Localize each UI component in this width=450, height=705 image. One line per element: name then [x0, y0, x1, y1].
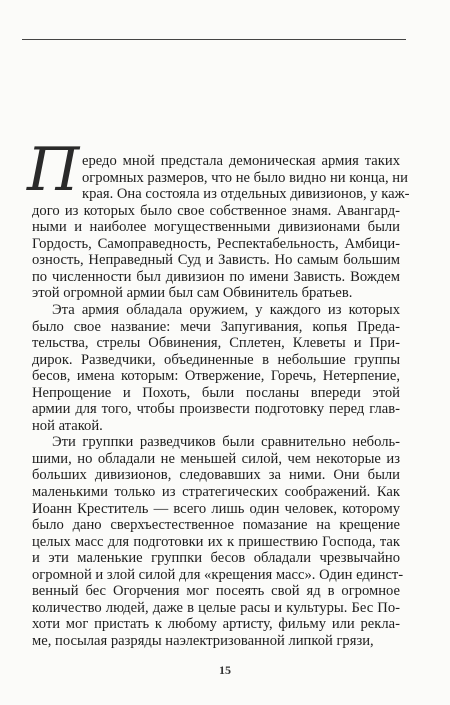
text-line: армии для того, чтобы произвести подготовку перед глав- — [32, 401, 400, 418]
text-line: этой огромной армии был сам Обвинитель братьев. — [32, 285, 353, 302]
text-line: шими, но обладали не меньшей силой, чем некоторые из — [32, 450, 400, 467]
text-line: ной атакой. — [32, 417, 103, 434]
text-line: Иоанн Креститель — всего лишь один человек, которому — [32, 500, 400, 517]
text-line: маленькими только из стратегических соображений. Как — [32, 484, 400, 500]
top-rule — [22, 39, 406, 40]
text-line: Гордость, Самоправедность, Респектабельность, Амбици- — [32, 235, 400, 252]
page-number: 15 — [219, 662, 231, 677]
text-line: ме, посылая разряды наэлектризованной липкой грязи, — [32, 633, 374, 649]
drop-cap: П — [27, 135, 80, 205]
text-line: по численности был дивизион по имени Зависть. Вождем — [32, 268, 400, 285]
text-line: огромной и злой силой для «крещения масс». Один единст- — [32, 566, 404, 583]
text-line: было дано сверхъестественное помазание на крещение — [32, 517, 400, 534]
text-line: дого из которых было свое собственное знамя. Авангард- — [32, 202, 400, 219]
text-line: края. Она состояла из отдельных дивизионов, у каж- — [82, 186, 410, 203]
text-line: Непрощение и Похоть, были посланы впереди этой — [32, 384, 400, 401]
text-line: тельства, стрелы Обвинения, Сплетен, Клеветы и При- — [32, 335, 400, 352]
text-line: дирок. Разведчики, объединенные в небольшие группы — [32, 351, 400, 368]
text-line: Эти группки разведчиков были сравнительно неболь- — [52, 434, 400, 451]
text-line: бесов, имена которым: Отвержение, Горечь, Нетерпение, — [32, 368, 400, 385]
text-line: целых масс для подготовки их к пришествию Господа, так — [32, 533, 400, 550]
text-line: огромных размеров, что не было видно ни конца, ни — [82, 169, 408, 186]
text-line: хоти мог пристать к любому артисту, фильму или рекла- — [32, 616, 400, 633]
text-line: больших дивизионов, следовавших за ними. Они были — [32, 467, 400, 484]
text-line: Эта армия обладала оружием, у каждого из которых — [52, 302, 400, 318]
text-line: озность, Неправедный Суд и Зависть. Но самым большим — [32, 252, 400, 269]
text-line: было свое название: мечи Запугивания, копья Преда- — [32, 318, 400, 335]
text-line: венный бес Огорчения мог посеять свой яд в огромное — [32, 583, 400, 600]
text-line: ными и наиболее могущественными дивизионами были — [32, 219, 400, 236]
text-line: количество людей, даже в целые расы и культуры. Бес По- — [32, 599, 400, 616]
text-line: и эти маленькие группки бесов обладали чрезвычайно — [32, 550, 400, 567]
text-line: ередо мной предстала демоническая армия таких — [82, 153, 400, 169]
